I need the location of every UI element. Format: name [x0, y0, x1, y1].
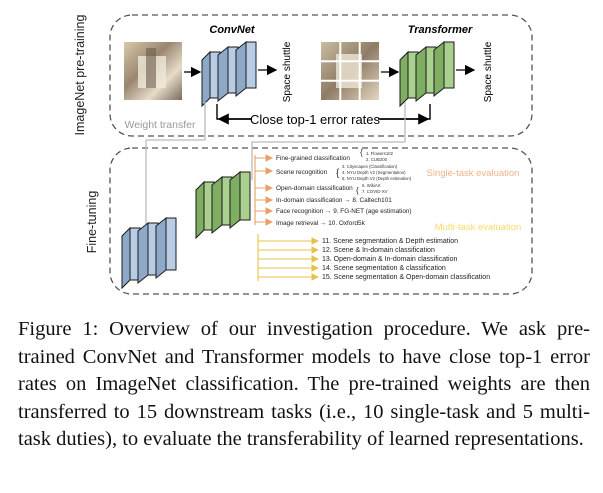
transformer-input-image	[321, 42, 379, 100]
task-retrieval: Image retrieval → 10. Oxford5k	[276, 220, 365, 227]
multi-task-12: 12. Scene & In-domain classification	[322, 247, 435, 254]
multi-task-13: 13. Open-domain & In-domain classification	[322, 256, 458, 263]
weight-transfer-label: Weight transfer	[124, 119, 196, 131]
svg-text:{: {	[360, 148, 363, 157]
single-task-arrows	[255, 158, 272, 222]
svg-text:{: {	[356, 186, 359, 195]
multi-task-label: Multi-task evaluation	[434, 222, 522, 233]
subtask-6: 6. WikiArt	[362, 183, 381, 188]
task-scene: Scene recognition	[276, 169, 328, 176]
subtask-5: 5. NYU Depth V2 (Depth estimation)	[342, 176, 412, 181]
subtask-7: 7. COVID-XV	[362, 189, 388, 194]
convnet-input-image	[124, 42, 182, 100]
space-shuttle-right: Space shuttle	[483, 41, 494, 103]
finetuning-label: Fine-tuning	[85, 190, 99, 254]
multi-task-arrows	[258, 234, 318, 281]
convnet-blocks	[202, 42, 256, 106]
task-face: Face recognition → 9. FG-NET (age estimation)	[276, 208, 412, 215]
multi-task-15: 15. Scene segmentation & Open-domain classification	[322, 274, 491, 281]
svg-text:{: {	[336, 168, 340, 179]
task-open-domain: Open-domain classification	[276, 185, 353, 192]
close-error-label: Close top-1 error rates	[249, 112, 381, 127]
transformer-label: Transformer	[407, 24, 473, 36]
subtask-1: 1. Flowers102	[366, 151, 393, 156]
subtask-2: 2. CUB200	[366, 157, 388, 162]
task-in-domain: In-domain classification → 8. Caltech101	[276, 197, 392, 204]
multi-task-11: 11. Scene segmentation & Depth estimation	[322, 238, 459, 245]
single-task-label: Single-task evaluation	[426, 168, 520, 179]
subtask-3: 3. Cityscapes (Classification)	[342, 164, 398, 169]
pretraining-label: ImageNet pre-training	[73, 14, 87, 136]
transformer-blocks	[400, 42, 454, 106]
finetune-transformer-blocks	[196, 172, 250, 238]
finetune-convnet-blocks	[122, 218, 176, 288]
space-shuttle-left: Space shuttle	[282, 41, 293, 103]
convnet-label: ConvNet	[209, 24, 255, 36]
task-fine-grained: Fine-grained classification	[276, 155, 350, 162]
multi-task-14: 14. Scene segmentation & classification	[322, 265, 446, 272]
figure-caption: Figure 1: Overview of our investigation procedure. We ask pre-trained ConvNet and Transformer models to have close top-1 error rates on ImageNet classification. The pre-trained weights are then transferred to 15 downstream tasks (i.e., 10 single-task and 5 multi-task duties), to evaluate the transferability of learned representations.	[18, 318, 590, 450]
subtask-4: 4. NYU Depth V2 (Segmentation)	[342, 170, 406, 175]
